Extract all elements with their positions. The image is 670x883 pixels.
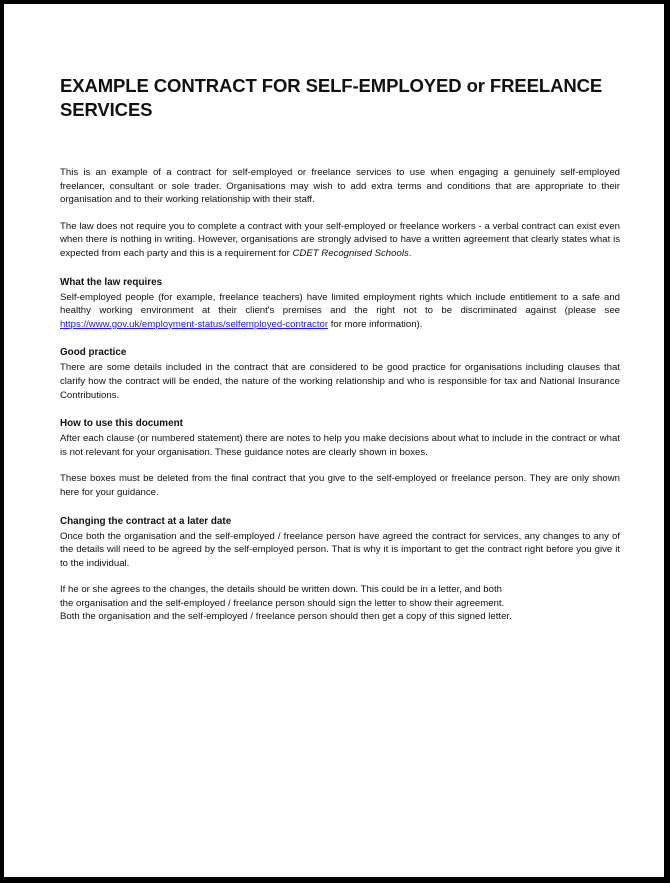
document-content: [60, 74, 620, 639]
section-law: [60, 276, 620, 332]
section-law-heading: What the law requires: [60, 276, 163, 288]
intro-paragraph-1: This is an example of a contract for self-employed or freelance services to use when engaging a genuinely self-employed freelancer, consultant or sole trader. Organisations may wish to add extra terms and conditions that are appropriate to their organisation and to their working relationship with their staff.: [60, 167, 620, 206]
changing-line-3: Both the organisation and the self-employed / freelance person should then get a copy of this signed letter.: [60, 611, 512, 623]
gov-uk-link[interactable]: https://www.gov.uk/employment-status/selfemployed-contractor: [60, 318, 329, 330]
section-howto: [60, 417, 620, 499]
intro-paragraph-2-end: .: [408, 247, 412, 259]
section-law-text-after: for more information).: [328, 318, 423, 330]
section-howto-heading: How to use this document: [60, 418, 183, 430]
section-law-text: [60, 291, 620, 332]
section-practice-text: There are some details included in the contract that are considered to be good practice for organisations including clauses that clarify how the contract will be ended, the nature of the working relationship and who is responsible for tax and National Insurance Contributions.: [60, 362, 620, 401]
intro-paragraph-2-text: The law does not require you to complete a contract with your self-employed or freelance workers - a verbal contract can exist even when there is nothing in writing. However, organisations are strongly advised to have a written agreement that clearly states what is expected from each party and this is a requirement for: [60, 220, 620, 259]
section-howto-paragraph-1: After each clause (or numbered statement) there are notes to help you make decisions about what to include in the contract or what is not relevant for your organisation. These guidance notes are clearly shown in boxes.: [60, 433, 620, 458]
document-title: EXAMPLE CONTRACT FOR SELF-EMPLOYED or FREELANCE SERVICES: [60, 75, 603, 120]
section-practice: [60, 346, 620, 402]
changing-line-2: the organisation and the self-employed / freelance person should sign the letter to show their agreement.: [60, 597, 505, 609]
section-law-text-before: Self-employed people (for example, freelance teachers) have limited employment rights which include entitlement to a safe and healthy working environment at their client's premises and the right not to be discriminated against (please see: [60, 291, 620, 317]
section-practice-heading: Good practice: [60, 347, 127, 359]
cdet-recognised-schools: CDET Recognised Schools: [292, 247, 409, 259]
section-changing-paragraph-1: Once both the organisation and the self-employed / freelance person have agreed the contract for services, any changes to any of the details will need to be agreed by the self-employed person. That is why it is important to get the contract right before you give it to the individual.: [60, 530, 620, 569]
section-changing-paragraph-2: [60, 583, 620, 624]
section-changing-heading: Changing the contract at a later date: [60, 515, 232, 527]
section-howto-paragraph-2: These boxes must be deleted from the final contract that you give to the self-employed or freelance person. They are only shown here for your guidance.: [60, 473, 620, 498]
section-changing: [60, 515, 620, 625]
intro-paragraph-2: [60, 220, 620, 261]
changing-line-1: If he or she agrees to the changes, the details should be written down. This could be in a letter, and both: [60, 584, 502, 596]
